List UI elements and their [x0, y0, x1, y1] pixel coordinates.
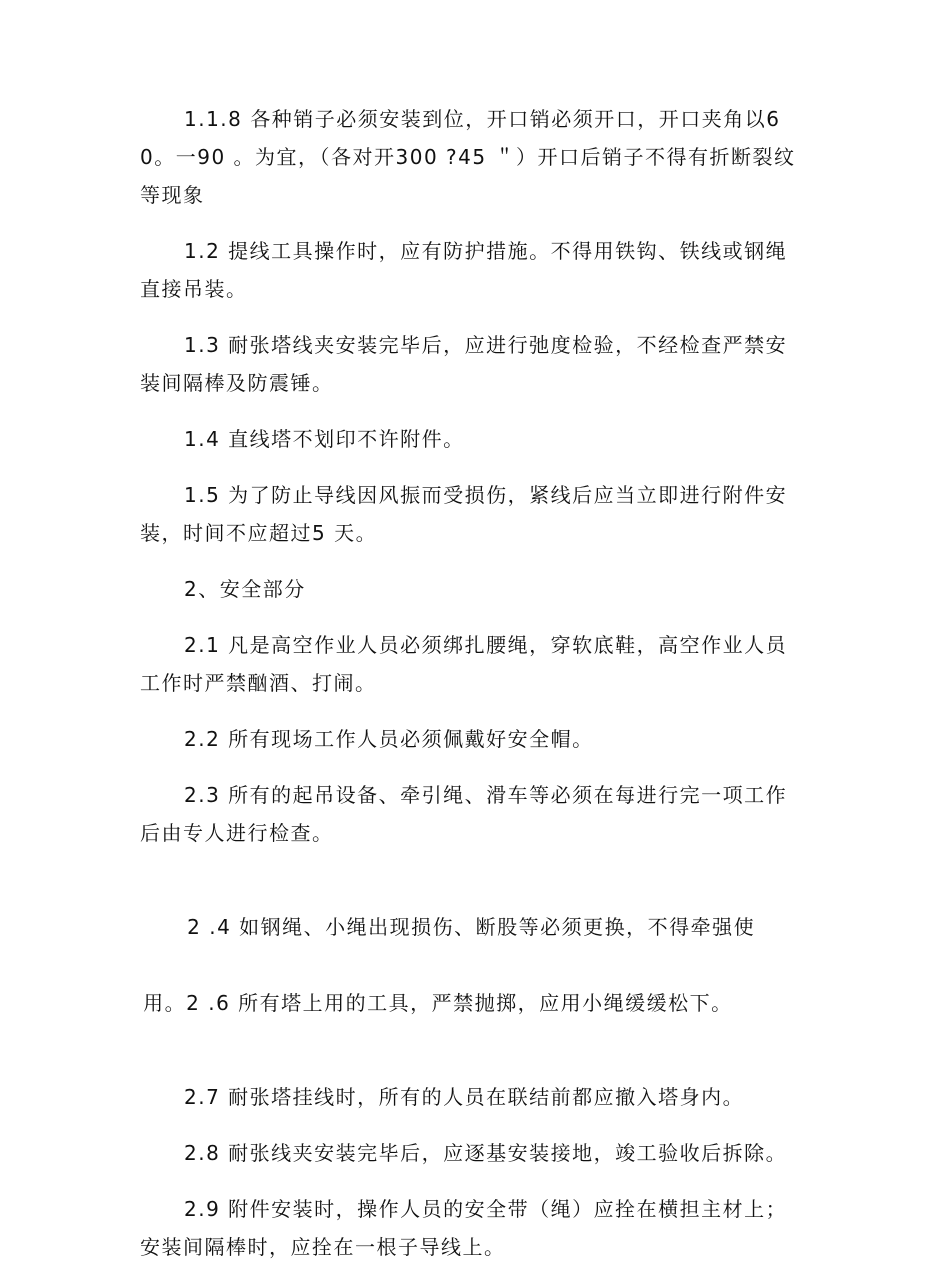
paragraph-2-1: 2.1 凡是高空作业人员必须绑扎腰绳，穿软底鞋，高空作业人员工作时严禁酗酒、打闹。: [140, 633, 788, 695]
paragraph-2-4-text: 2 .4 如钢绳、小绳出现损伤、断股等必须更换，不得牵强使: [187, 915, 756, 939]
paragraph-2-4: [140, 870, 800, 1060]
paragraph-2-7: 2.7 耐张塔挂线时，所有的人员在联结前都应撤入塔身内。: [184, 1085, 745, 1109]
document-body: [140, 100, 800, 1284]
paragraph-1-2: 1.2 提线工具操作时，应有防护措施。不得用铁钩、铁线或钢绳直接吊装。: [140, 239, 788, 301]
paragraph-1-1-8: 1.1.8 各种销子必须安装到位，开口销必须开口，开口夹角以60。一90 。为宜，（各对开300 ?45 ＂）开口后销子不得有折断裂纹等现象: [140, 107, 796, 207]
paragraph-2-8: 2.8 耐张线夹安装完毕后，应逐基安装接地，竣工验收后拆除。: [184, 1141, 788, 1165]
section-heading-safety: 2、安全部分: [184, 577, 306, 601]
paragraph-spacer: [140, 1060, 800, 1078]
paragraph-2-4-continuation: 用。2 .6 所有塔上用的工具，严禁抛掷，应用小绳缓缓松下。: [143, 991, 733, 1015]
paragraph-2-9: 2.9 附件安装时，操作人员的安全带（绳）应拴在横担主材上；安装间隔棒时，应拴在一根子导线上。: [140, 1197, 788, 1259]
paragraph-1-5: 1.5 为了防止导线因风振而受损伤，紧线后应当立即进行附件安装，时间不应超过5 天。: [140, 483, 788, 545]
paragraph-2-3: 2.3 所有的起吊设备、牵引绳、滑车等必须在每进行完一项工作后由专人进行检查。: [140, 783, 788, 845]
paragraph-1-4: 1.4 直线塔不划印不许附件。: [184, 427, 465, 451]
paragraph-2-2: 2.2 所有现场工作人员必须佩戴好安全帽。: [184, 727, 594, 751]
paragraph-1-3: 1.3 耐张塔线夹安装完毕后，应进行弛度检验，不经检查严禁安装间隔棒及防震锤。: [140, 333, 788, 395]
